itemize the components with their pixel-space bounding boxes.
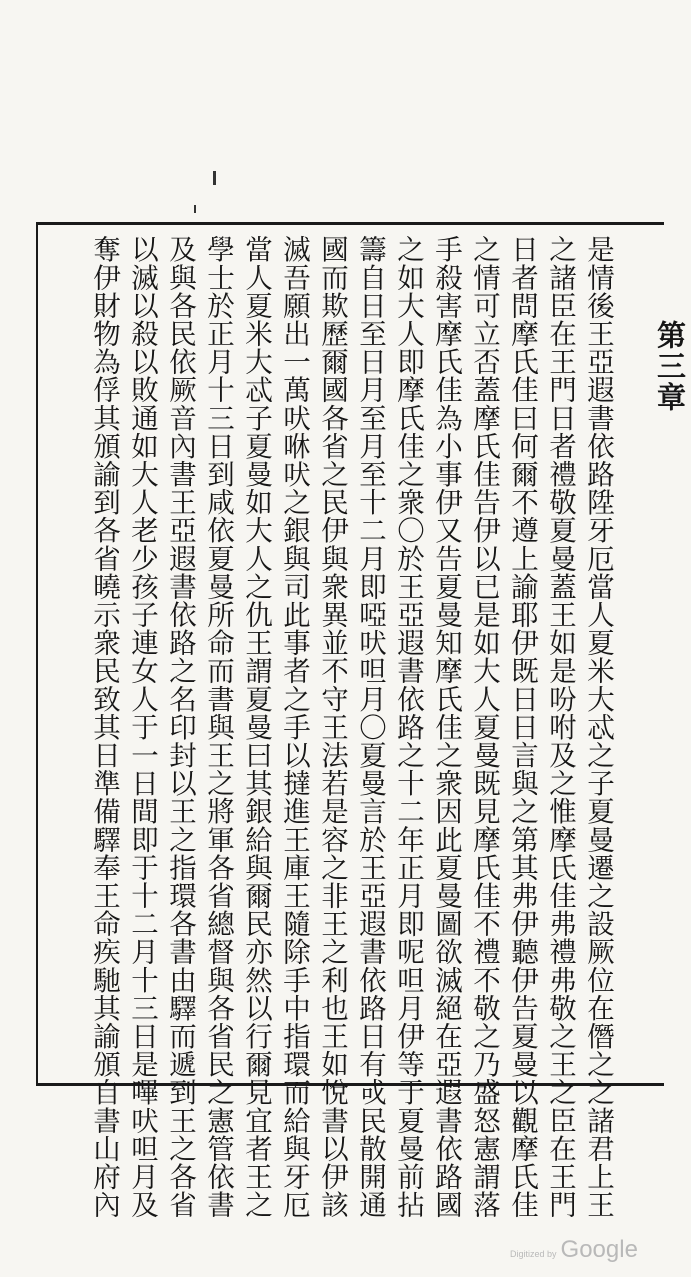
text-column-2: 之諸臣在王門日者禮敬夏曼蓋王如是吩咐及之惟摩氏佳弗禮弗敬之王之臣在王門 bbox=[544, 235, 576, 1219]
ink-speck bbox=[213, 171, 216, 185]
text-frame bbox=[36, 222, 687, 1219]
chapter-heading: 第三章 bbox=[653, 320, 687, 413]
text-column-5: 手殺害摩氏佳為小事伊又告夏曼知摩氏佳之衆因此夏曼圖欲滅絕在亞遐書依路國 bbox=[430, 235, 462, 1219]
text-column-4: 之情可立否蓋摩氏佳告伊以已是如大人夏曼既見摩氏佳不禮不敬之乃盛怒憲謂落 bbox=[468, 235, 500, 1219]
text-column-13: 以滅以殺以敗通如大人老少孩子連女人于一日間即于十二月十三日是嗶吠呾月及 bbox=[126, 235, 158, 1219]
text-column-9: 滅吾願出一萬吠咻吠之銀與司此事者之手以撻進王庫王隨除手中指環而給與牙厄 bbox=[278, 235, 310, 1219]
text-column-10: 當人夏米大忒子夏曼如大人之仇王謂夏曼曰其銀給與爾民亦然以行爾見宜者王之 bbox=[240, 235, 272, 1219]
ink-speck bbox=[194, 205, 196, 213]
text-column-12: 及與各民依厥音內書王亞遐書依路之名印封以王之指環各書由驛而遞到王之各省 bbox=[164, 235, 196, 1219]
text-column-1: 是情後王亞遐書依路陞牙厄當人夏米大忒之子夏曼遷之設厥位在僭之之諸君上王 bbox=[582, 235, 614, 1219]
text-column-11: 學士於正月十三日到咸依夏曼所命而書與王之將軍各省總督與各省民之憲管依書 bbox=[202, 235, 234, 1219]
text-column-7: 籌自日至日月至月至十二月即啞吠呾月〇夏曼言於王亞遐書依路日有戓民散開通 bbox=[354, 235, 386, 1219]
digitized-by-google-watermark: Digitized by Google bbox=[510, 1236, 638, 1263]
text-column-8: 國而欺歷爾國各省之民伊與衆異並不守王法若是容之非王之利也王如悅書以伊該 bbox=[316, 235, 348, 1219]
text-column-6: 之如大人即摩氏佳之衆〇於王亞遐書依路之十二年正月即呢呾月伊等于夏曼前拈 bbox=[392, 235, 424, 1219]
text-column-3: 日者問摩氏佳曰何爾不遵上諭耶伊既日日言與之第其弗伊聽伊告夏曼以觀摩氏佳 bbox=[506, 235, 538, 1219]
text-column-14: 奪伊財物為俘其頒諭到各省曉示衆民致其日準備驛奉王命疾馳其諭頒自書山府內 bbox=[88, 235, 120, 1219]
